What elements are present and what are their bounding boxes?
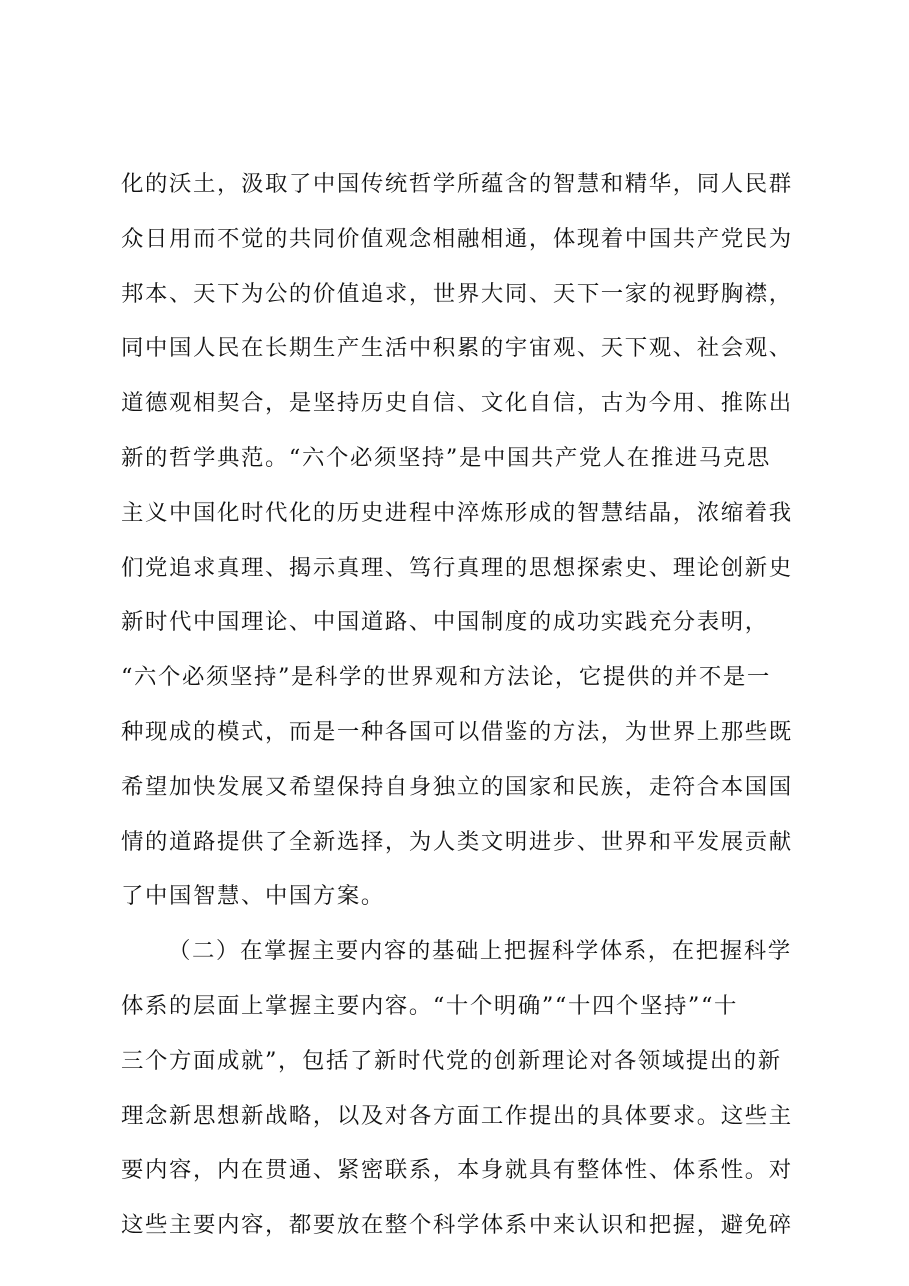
text-line: 同中国人民在长期生产生活中积累的宇宙观、天下观、社会观、 <box>121 335 793 362</box>
section-heading-line: （二）在掌握主要内容的基础上把握科学体系，在把握科学 <box>168 938 792 965</box>
text-line: 了中国智慧、中国方案。 <box>121 883 385 910</box>
body-text <box>121 157 811 1253</box>
text-line: 种现成的模式，而是一种各国可以借鉴的方法，为世界上那些既 <box>121 718 793 745</box>
text-line: 邦本、天下为公的价值追求，世界大同、天下一家的视野胸襟， <box>121 280 793 307</box>
text-line: 要内容，内在贯通、紧密联系，本身就具有整体性、体系性。对 <box>121 1157 793 1184</box>
text-line: 们党追求真理、揭示真理、笃行真理的思想探索史、理论创新史 <box>121 554 793 581</box>
text-line: 三个方面成就”，包括了新时代党的创新理论对各领域提出的新 <box>121 1047 782 1074</box>
text-line: 主义中国化时代化的历史进程中淬炼形成的智慧结晶，浓缩着我 <box>121 499 793 526</box>
text-line: 道德观相契合，是坚持历史自信、文化自信，古为今用、推陈出 <box>121 390 793 417</box>
text-line: 理念新思想新战略，以及对各方面工作提出的具体要求。这些主 <box>121 1102 793 1129</box>
text-line: 众日用而不觉的共同价值观念相融相通，体现着中国共产党民为 <box>121 225 793 252</box>
text-line: 体系的层面上掌握主要内容。“十个明确”“十四个坚持”“十 <box>121 992 739 1019</box>
text-line: 新时代中国理论、中国道路、中国制度的成功实践充分表明， <box>121 609 769 636</box>
text-line: 化的沃土，汲取了中国传统哲学所蕴含的智慧和精华，同人民群 <box>121 171 793 197</box>
text-line: 新的哲学典范。“六个必须坚持”是中国共产党人在推进马克思 <box>121 444 771 471</box>
text-line: 情的道路提供了全新选择，为人类文明进步、世界和平发展贡献 <box>121 828 793 855</box>
text-line: 这些主要内容，都要放在整个科学体系中来认识和把握，避免碎 <box>121 1212 793 1239</box>
text-line: “六个必须坚持”是科学的世界观和方法论，它提供的并不是一 <box>121 664 771 691</box>
text-line: 希望加快发展又希望保持自身独立的国家和民族，走符合本国国 <box>121 773 793 800</box>
